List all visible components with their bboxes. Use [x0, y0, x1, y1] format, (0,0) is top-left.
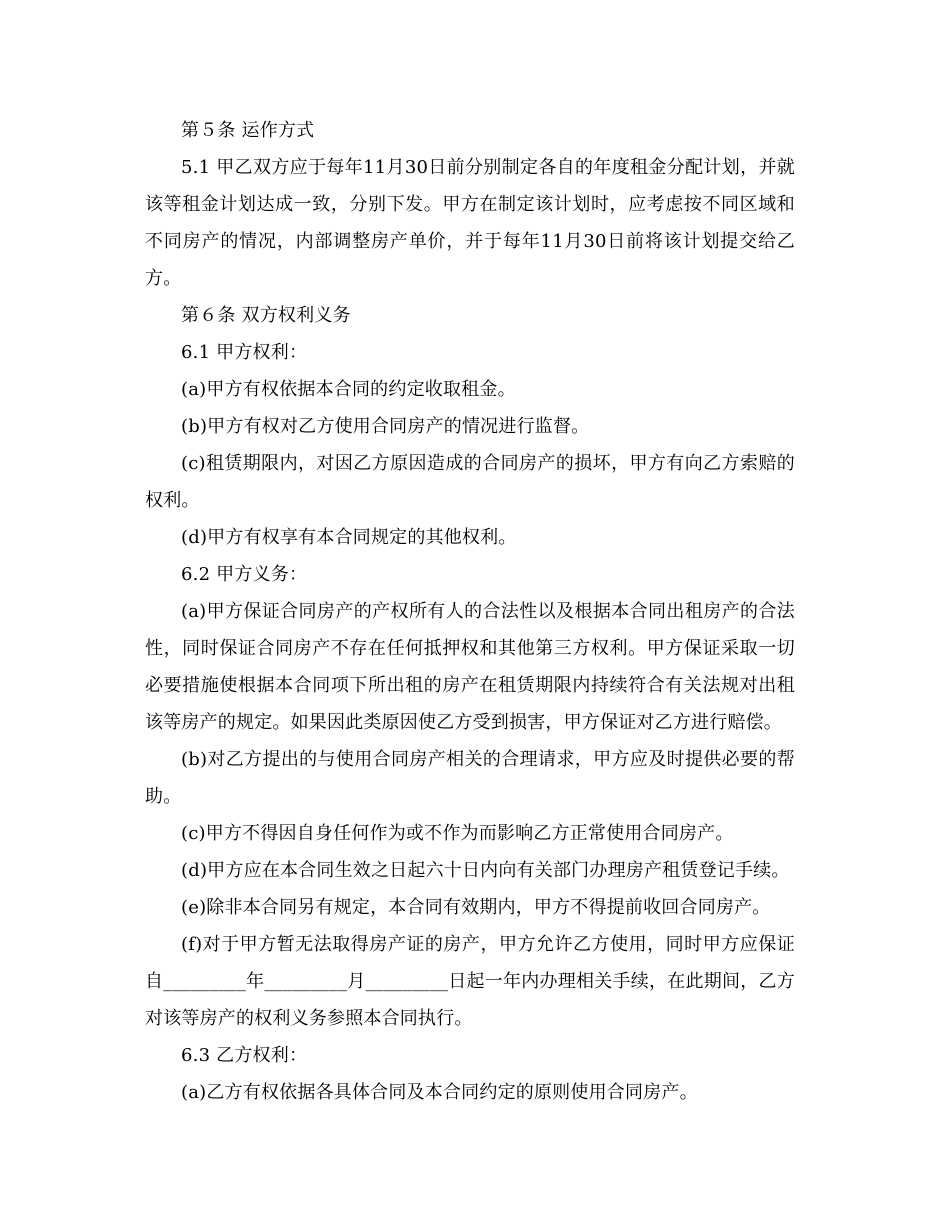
article-6-heading: 第６条 双方权利义务 [181, 305, 351, 326]
clause-6-2-b: (b)对乙方提出的与使用合同房产相关的合理请求，甲方应及时提供必要的帮助。 [145, 749, 795, 807]
clause-6-1-heading: 6.1 甲方权利： [181, 342, 308, 363]
clause-6-1-d: (d)甲方有权享有本合同规定的其他权利。 [181, 527, 517, 548]
article-5-heading: 第５条 运作方式 [181, 120, 315, 141]
clause-6-2-e: (e)除非本合同另有规定，本合同有效期内，甲方不得提前收回合同房产。 [181, 897, 771, 918]
clause-5-1: 5.1 甲乙双方应于每年11月30日前分别制定各自的年度租金分配计划，并就该等租金计划达成一致，分别下发。甲方在制定该计划时，应考虑按不同区域和不同房产的情况，内部调整房产单价，并于每年11月30日前将该计划提交给乙方。 [145, 157, 795, 289]
clause-6-2-c: (c)甲方不得因自身任何作为或不作为而影响乙方正常使用合同房产。 [181, 823, 734, 844]
clause-6-2-f: (f)对于甲方暂无法取得房产证的房产，甲方允许乙方使用，同时甲方应保证自_________年_________月_________日起一年内办理相关手续，在此期间，乙方对该等房产的权利义务参照本合同执行。 [145, 934, 795, 1029]
clause-6-1-c: (c)租赁期限内，对因乙方原因造成的合同房产的损坏，甲方有向乙方索赔的权利。 [145, 453, 795, 511]
clause-6-1-a: (a)甲方有权依据本合同的约定收取租金。 [181, 379, 516, 400]
clause-6-1-b: (b)甲方有权对乙方使用合同房产的情况进行监督。 [181, 416, 590, 437]
clause-6-2-heading: 6.2 甲方义务： [181, 564, 308, 585]
clause-6-3-heading: 6.3 乙方权利： [181, 1045, 308, 1066]
clause-6-3-a: (a)乙方有权依据各具体合同及本合同约定的原则使用合同房产。 [181, 1082, 698, 1103]
clause-6-2-d: (d)甲方应在本合同生效之日起六十日内向有关部门办理房产租赁登记手续。 [181, 860, 790, 881]
clause-6-2-a: (a)甲方保证合同房产的产权所有人的合法性以及根据本合同出租房产的合法性，同时保证合同房产不存在任何抵押权和其他第三方权利。甲方保证采取一切必要措施使根据本合同项下所出租的房产在租赁期限内持续符合有关法规对出租该等房产的规定。如果因此类原因使乙方受到损害，甲方保证对乙方进行赔偿。 [145, 601, 795, 733]
